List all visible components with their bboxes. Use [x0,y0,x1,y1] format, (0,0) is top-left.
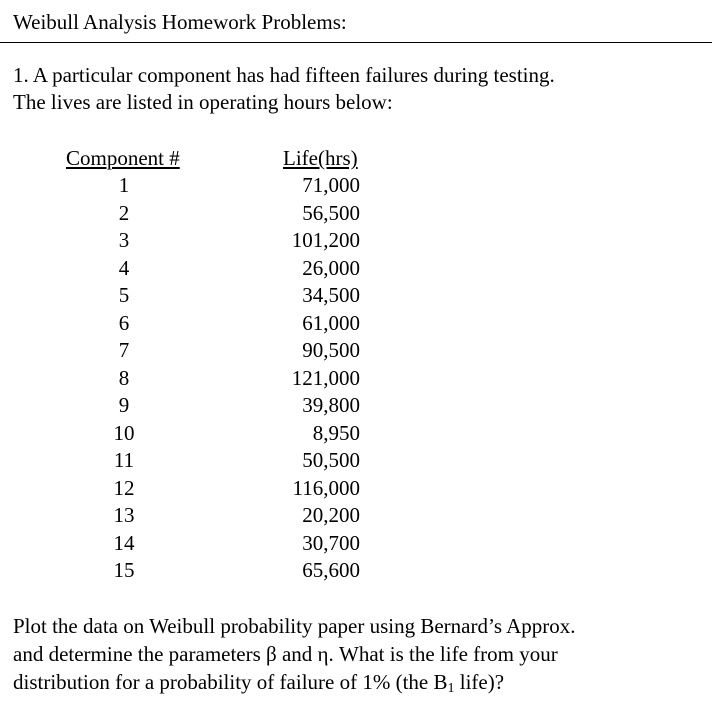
life-hours: 101,200 [291,228,360,252]
question-line-3-end: life)? [454,670,505,694]
life-hours: 20,200 [302,503,360,527]
component-number: 2 [118,200,130,225]
component-number: 3 [118,228,130,252]
life-hours: 39,800 [302,393,360,417]
page-title: Weibull Analysis Homework Problems: [13,10,347,34]
component-number: 10 [113,420,135,445]
component-number: 6 [118,310,130,335]
life-hours: 30,700 [302,530,360,555]
component-number: 8 [118,365,130,390]
component-number: 12 [113,475,135,500]
b1-subscript: 1 [447,681,455,696]
life-column [262,172,360,585]
question-line-1: Plot the data on Weibull probability paper using Bernard’s Approx. [13,614,576,638]
life-hours: 56,500 [302,200,360,225]
component-number: 14 [113,530,135,555]
component-number: 11 [113,448,135,472]
question-line-2: and determine the parameters β and η. What is the life from your [13,642,558,666]
life-hours: 65,600 [302,558,360,582]
component-number: 5 [118,283,130,307]
life-hours: 8,950 [312,420,360,445]
life-hours: 71,000 [302,173,360,197]
life-hours: 50,500 [302,448,360,472]
life-hours: 61,000 [302,310,360,335]
component-number: 15 [113,558,135,582]
question-line-3 [13,669,504,696]
life-hours: 26,000 [302,255,360,280]
component-column-header: Component # [66,146,180,170]
life-hours: 90,500 [302,338,360,362]
title-underline [0,42,712,43]
component-number: 4 [118,255,130,280]
life-hours: 34,500 [302,283,360,307]
component-number: 13 [113,503,135,527]
life-hours: 121,000 [291,365,360,390]
component-number: 7 [118,338,130,362]
component-column [84,172,164,585]
problem-intro-line-2: The lives are listed in operating hours below: [13,90,393,114]
problem-intro-line-1: 1. A particular component has had fifteen failures during testing. [13,63,555,87]
question-line-3-text: distribution for a probability of failure of 1% (the B [13,670,448,694]
life-hours: 116,000 [292,475,360,500]
component-number: 9 [118,393,130,417]
life-column-header: Life(hrs) [283,146,358,170]
component-number: 1 [118,173,130,197]
